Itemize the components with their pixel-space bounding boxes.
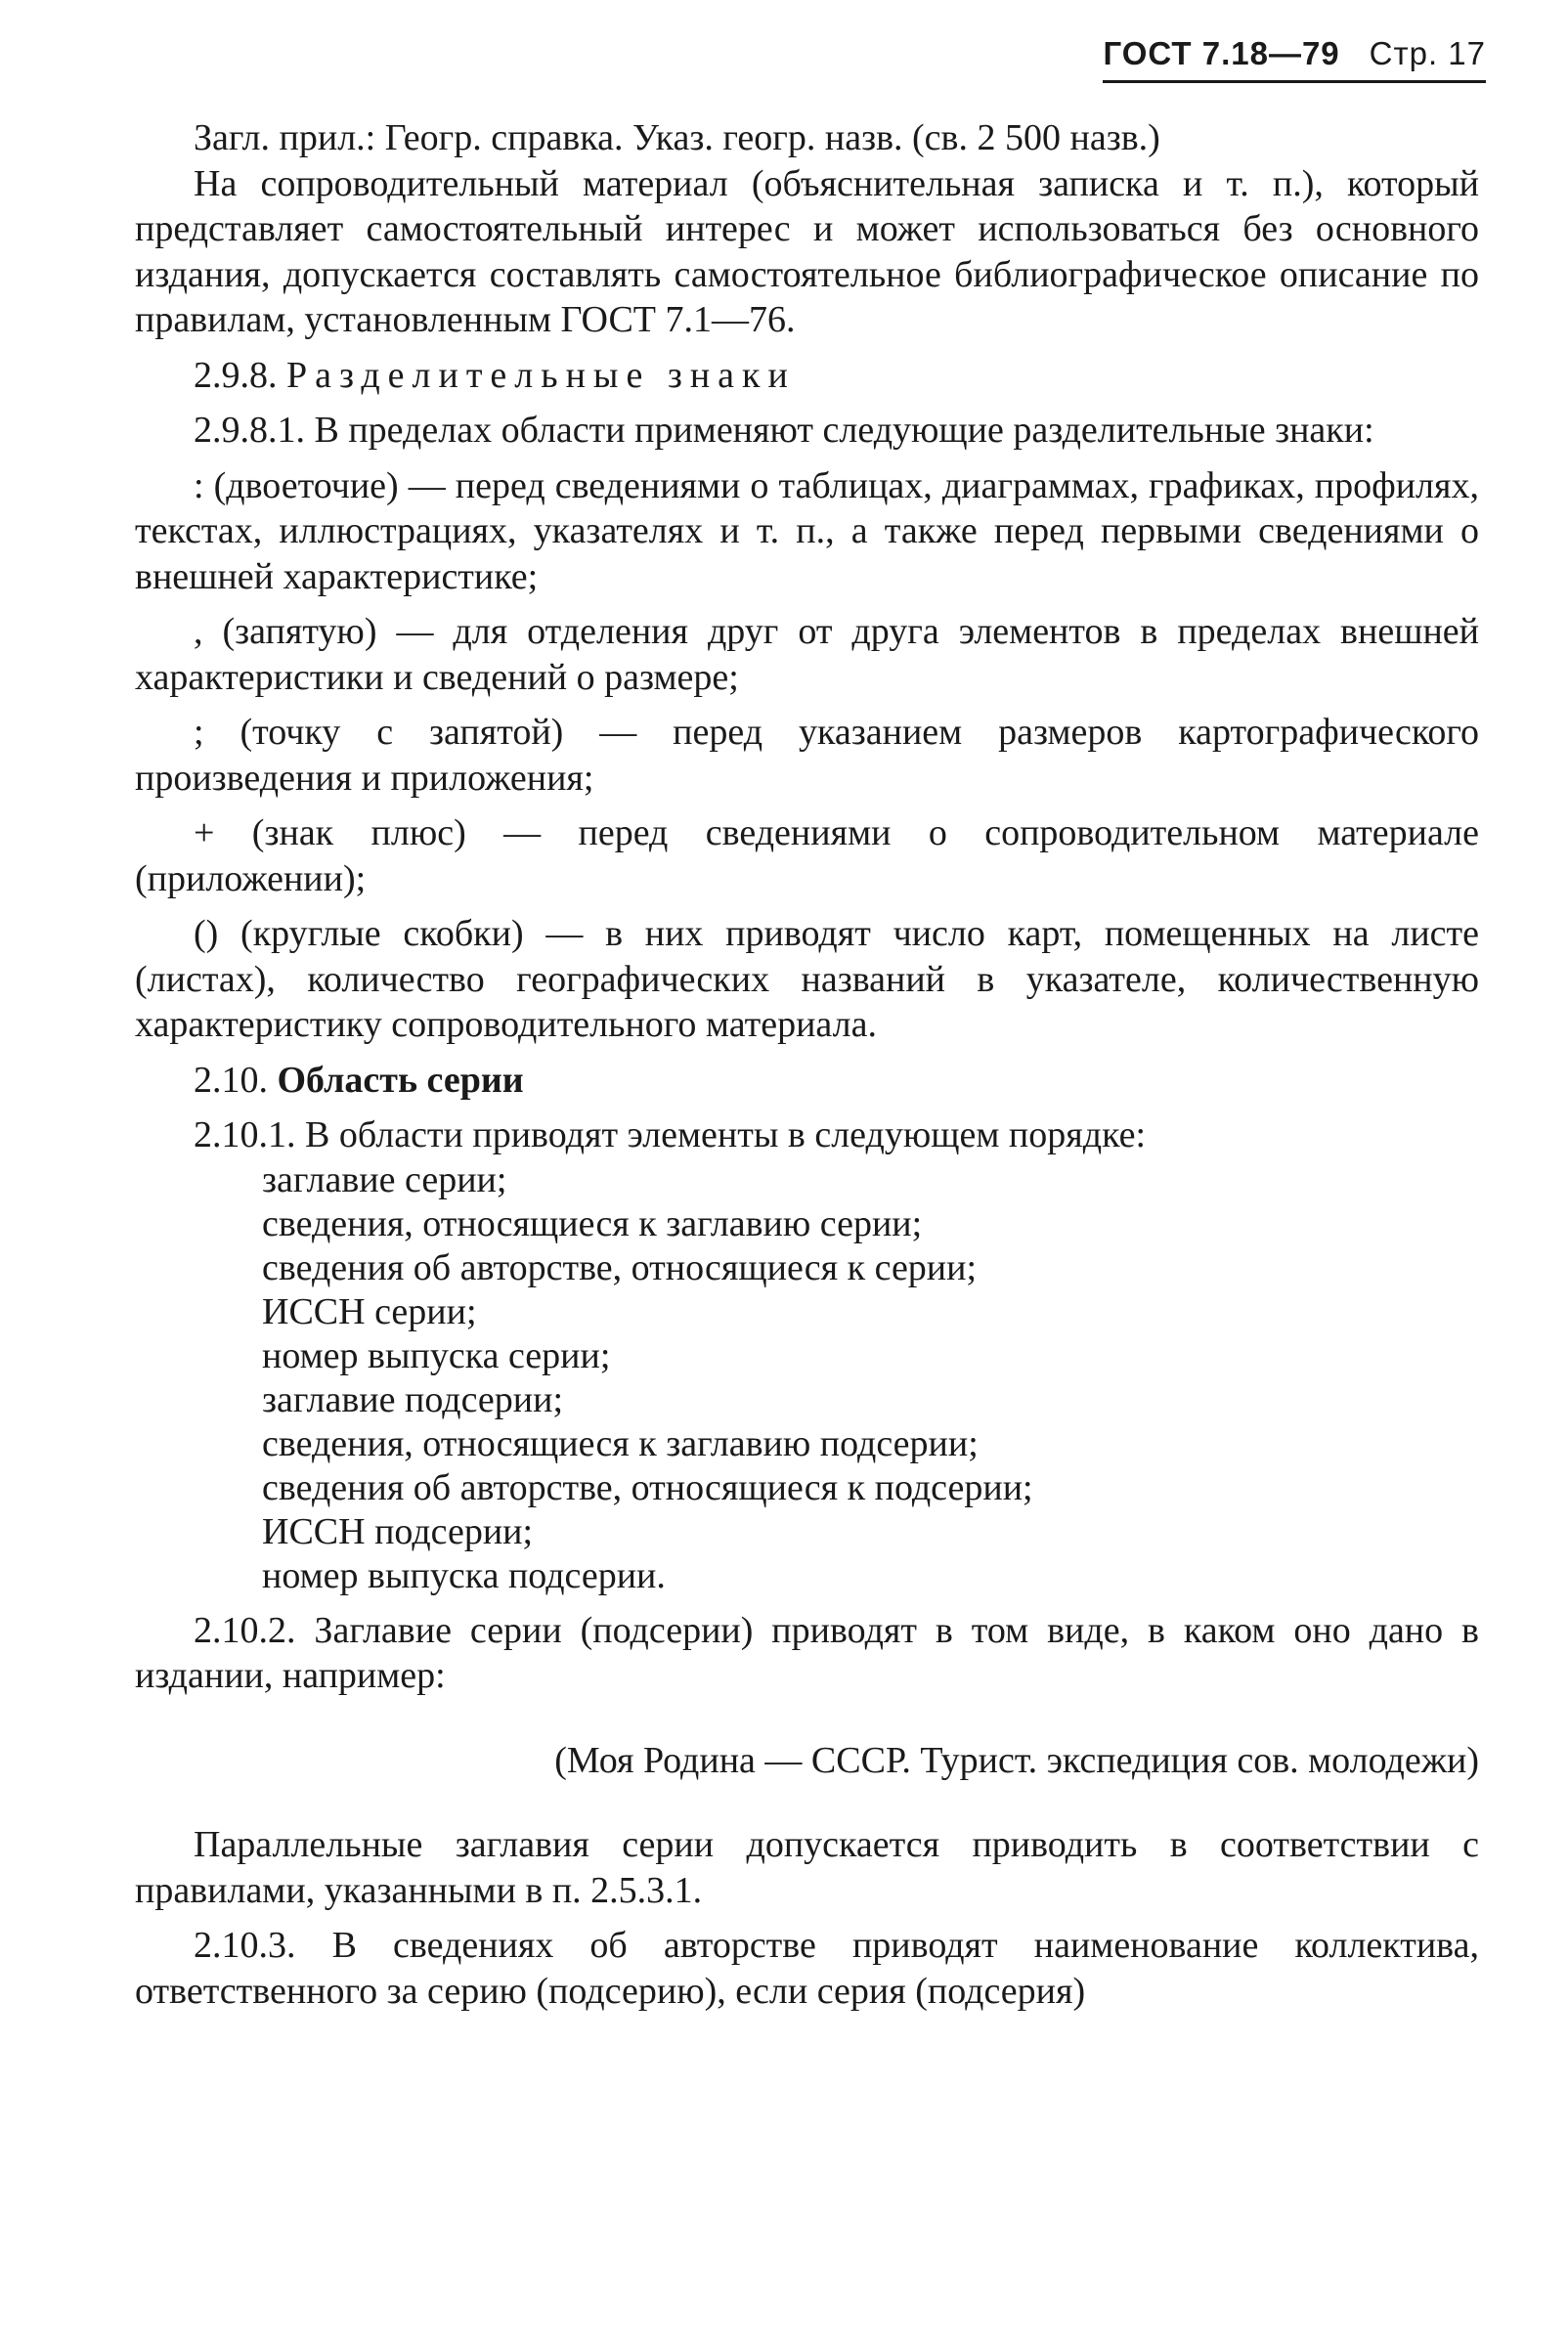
- list-item: номер выпуска серии;: [262, 1334, 611, 1376]
- element-list: [135, 1158, 1479, 1598]
- list-item: сведения об авторстве, относящиеся к серии;: [262, 1246, 978, 1288]
- list-item: ИССН подсерии;: [262, 1510, 534, 1552]
- paragraph: 2.10.3. В сведениях об авторстве приводят наименование коллектива, ответственного за серию (подсерию), если серия (подсерия): [135, 1925, 1479, 2012]
- paragraph: + (знак плюс) — перед сведениями о сопроводительном материале (приложении);: [135, 812, 1479, 899]
- paragraph: Загл. прил.: Геогр. справка. Указ. геогр. назв. (св. 2 500 назв.): [194, 117, 1160, 158]
- paragraph: () (круглые скобки) — в них приводят число карт, помещенных на листе (листах), количество географических названий в указателе, количественную характеристику сопроводительного материала.: [135, 913, 1479, 1045]
- paragraph: 2.9.8.1. В пределах области применяют следующие разделительные знаки:: [194, 410, 1374, 451]
- paragraph: Параллельные заглавия серии допускается приводить в соответствии с правилами, указанными в п. 2.5.3.1.: [135, 1824, 1479, 1911]
- paragraph: На сопроводительный материал (объяснительная записка и т. п.), который представляет самостоятельный интерес и может использоваться без основного издания, допускается составлять самостоятельное библиографическое описание по правилам, установленным ГОСТ 7.1—76.: [135, 162, 1479, 340]
- paragraph: 2.10.2. Заглавие серии (подсерии) приводят в том виде, в каком оно дано в издании, например:: [135, 1609, 1479, 1696]
- page-header: [1103, 35, 1486, 83]
- list-item: заглавие подсерии;: [262, 1378, 564, 1420]
- section-heading: [135, 353, 1479, 399]
- standard-number: ГОСТ 7.18—79: [1103, 35, 1340, 71]
- list-item: сведения об авторстве, относящиеся к подсерии;: [262, 1466, 1033, 1508]
- list-item: сведения, относящиеся к заглавию серии;: [262, 1202, 923, 1244]
- paragraph: : (двоеточие) — перед сведениями о таблицах, диаграммах, графиках, профилях, текстах, иллюстрациях, указателях и т. п., а также перед первыми сведениями о внешней характеристике;: [135, 464, 1479, 597]
- list-item: ИССН серии;: [262, 1290, 477, 1332]
- section-title: Разделительные знаки: [286, 354, 796, 396]
- list-item: сведения, относящиеся к заглавию подсерии;: [262, 1422, 979, 1464]
- section-title: Область серии: [277, 1059, 524, 1101]
- example-line: (Моя Родина — СССР. Турист. экспедиция сов. молодежи): [554, 1739, 1479, 1781]
- list-item: номер выпуска подсерии.: [262, 1554, 666, 1596]
- document-body: [135, 115, 1479, 2014]
- page-number: Стр. 17: [1369, 35, 1486, 71]
- list-item: заглавие серии;: [262, 1158, 507, 1200]
- paragraph: 2.10.1. В области приводят элементы в следующем порядке:: [194, 1114, 1147, 1155]
- section-heading: [135, 1058, 1479, 1104]
- paragraph: , (запятую) — для отделения друг от друга элементов в пределах внешней характеристики и сведений о размере;: [135, 611, 1479, 698]
- section-number: 2.9.8.: [194, 354, 278, 396]
- paragraph: ; (точку с запятой) — перед указанием размеров картографического произведения и приложения;: [135, 712, 1479, 799]
- section-number: 2.10.: [194, 1059, 268, 1101]
